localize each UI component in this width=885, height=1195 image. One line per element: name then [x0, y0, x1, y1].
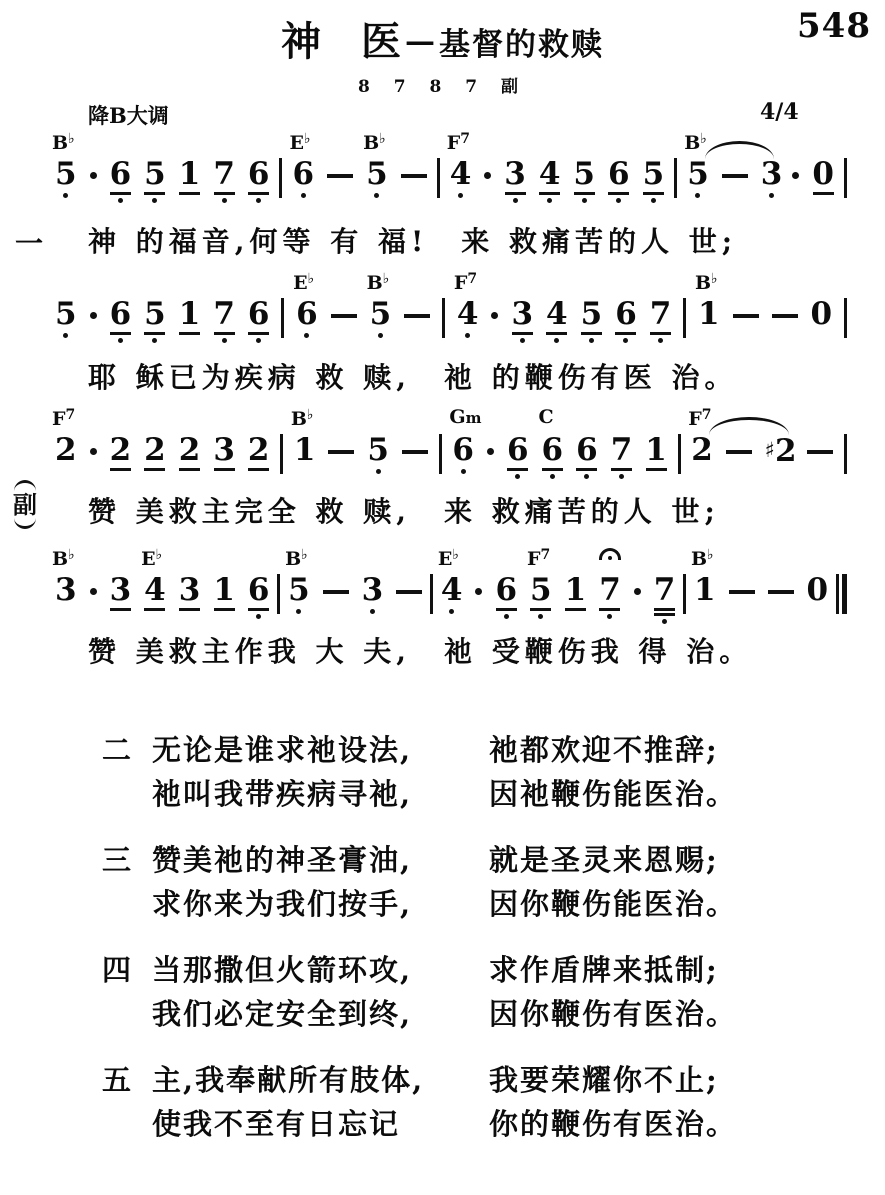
augmentation-dot: [90, 434, 97, 455]
lyric-line-3: [0, 490, 885, 536]
note-2: ♯2: [764, 433, 797, 469]
beam-underline: [512, 332, 533, 335]
barline: [844, 298, 847, 338]
note-group: [55, 298, 269, 343]
barline: [281, 298, 284, 338]
beam-underline: [144, 192, 165, 195]
note-group: [807, 434, 833, 454]
verse-line: 求作盾牌来抵制;: [489, 953, 719, 987]
note-group: [52, 131, 270, 203]
verses-section: [102, 728, 845, 1168]
dash-extension: [404, 298, 430, 318]
dash-extension: [327, 158, 353, 178]
beam-underline: [214, 468, 235, 471]
note-3: B♭ 3: [52, 547, 77, 608]
low-octave-dot: [582, 198, 587, 203]
dash-extension: [323, 574, 349, 594]
barline: [683, 298, 686, 338]
verse-line: 使我不至有日忘记: [152, 1107, 401, 1141]
note-0: 0: [810, 296, 833, 332]
note-4: 4: [539, 158, 561, 203]
low-octave-dot: [769, 193, 774, 198]
beam-underline: [507, 468, 528, 471]
augmentation-dot: [484, 158, 491, 179]
verse-line: 祂叫我带疾病寻祂,: [152, 777, 413, 811]
verse-number: 五: [102, 1063, 134, 1097]
note-6: 6: [576, 434, 598, 479]
low-octave-dot: [378, 333, 383, 338]
verse-block: [102, 838, 845, 926]
beam-underline: [505, 192, 526, 195]
note-7: 7: [213, 298, 235, 343]
chord-label: B♭: [684, 131, 707, 154]
note-3: 3: [213, 434, 235, 471]
note-3: 3: [504, 158, 526, 203]
augmentation-dot: [487, 434, 494, 455]
note-2: $F^7$ 2: [52, 407, 77, 468]
title-subtitle: 基督的救赎: [439, 27, 604, 63]
low-octave-dot: [554, 338, 559, 343]
low-octave-dot: [304, 333, 309, 338]
dash-extension: [401, 158, 427, 178]
lyric-verse-label: 一: [15, 227, 44, 260]
note-6: 6: [495, 574, 517, 619]
low-octave-dot: [256, 338, 261, 343]
note-2: 2: [110, 434, 132, 471]
lyric-line-2: [0, 356, 885, 402]
verse-line: 我要荣耀你不止;: [489, 1063, 719, 1097]
chord-label: B♭: [694, 271, 718, 294]
note-5: 5: [144, 298, 166, 343]
beam-underline: [214, 608, 235, 611]
lyric-text: 耶 稣已为疾病 救 赎, 祂 的鞭伤有医 治。: [88, 361, 738, 394]
note-group: [290, 407, 428, 474]
barline: [430, 574, 433, 614]
lyric-text: 神 的福音,何等 有 福! 来 救痛苦的人 世;: [88, 225, 738, 258]
low-octave-dot: [538, 614, 543, 619]
verse-number: 二: [102, 733, 134, 767]
dash-extension: [768, 574, 794, 594]
spacer: [102, 1102, 152, 1146]
beam-underline: [608, 192, 629, 195]
beam-underline: [144, 608, 165, 611]
beam-underline: [813, 192, 834, 195]
beam-underline: [581, 332, 602, 335]
note-6: E♭ 6: [293, 158, 315, 198]
low-octave-dot: [301, 193, 306, 198]
note-2: 2: [248, 434, 270, 471]
barline: [279, 158, 282, 198]
chord-label: B♭: [690, 547, 714, 570]
chord-label: B♭: [290, 407, 314, 430]
note-1: B♭ 1: [694, 271, 720, 332]
low-octave-dot: [296, 609, 301, 614]
note-group-slur: [688, 407, 797, 469]
barline: [678, 434, 681, 474]
note-6: Gm 6: [452, 434, 474, 474]
note-7: 7: [650, 298, 672, 343]
chord-label: B♭: [52, 131, 75, 154]
low-octave-dot: [461, 469, 466, 474]
note-group: [690, 547, 829, 608]
note-5: B♭ 5: [370, 298, 392, 338]
chord-label: $F^7$: [446, 131, 470, 154]
verse-block: [102, 1058, 845, 1146]
chord-label: $F^7$: [52, 407, 76, 430]
note-6: 6: [110, 298, 132, 343]
note-1: B♭ 1: [290, 407, 316, 468]
low-octave-dot: [607, 614, 612, 619]
note-6: E♭ 6: [296, 298, 318, 338]
note-group-slur: [684, 131, 783, 198]
note-group: [293, 271, 430, 338]
augmentation-dot: [90, 574, 97, 595]
note-group: [285, 547, 422, 614]
beam-underline: [110, 468, 131, 471]
note-1: 1: [179, 158, 201, 195]
low-octave-dot: [449, 609, 454, 614]
note-group: [437, 547, 676, 624]
note-5: B♭ 5: [366, 158, 388, 198]
beam-underline: [179, 192, 200, 195]
note-1: 1: [565, 574, 587, 611]
beam-underline: [110, 608, 131, 611]
beam-underline: [546, 332, 567, 335]
low-octave-dot: [515, 474, 520, 479]
note-3: 3: [761, 158, 783, 198]
beam-underline: [611, 468, 632, 471]
note-5: 5: [367, 434, 389, 474]
low-octave-dot: [376, 469, 381, 474]
lyric-line-4: [0, 630, 885, 676]
note-7: 7: [213, 158, 235, 203]
note-5: 5: [144, 158, 166, 203]
lyric-text: 赞 美救主作我 大 夫, 祂 受鞭伤我 得 治。: [88, 635, 753, 668]
beam-underline: [179, 468, 200, 471]
time-signature: 4/4: [760, 99, 799, 125]
note-4: $F^7$ 4: [457, 298, 479, 338]
low-octave-dot: [374, 193, 379, 198]
lyric-line-1: [0, 220, 885, 266]
barline: [844, 434, 847, 474]
music-line-1: [52, 131, 847, 203]
verse-number: 四: [102, 953, 134, 987]
beam-underline: [539, 192, 560, 195]
note-0: 0: [806, 572, 829, 608]
note-group: [694, 271, 833, 332]
lyric-verse-label: 副: [13, 480, 37, 529]
beam-underline: [214, 332, 235, 335]
note-6: 6: [615, 298, 637, 343]
note-6: 6: [608, 158, 630, 203]
low-octave-dot: [152, 338, 157, 343]
low-octave-dot: [616, 198, 621, 203]
meter-label: 8 7 8 7 副: [358, 77, 527, 97]
chord-label: Gm: [449, 406, 482, 428]
note-group: [289, 131, 427, 198]
music-line-2: [55, 272, 847, 343]
key-signature: 降B大调: [88, 103, 169, 128]
note-2: $F^7$ 2: [688, 407, 713, 468]
beam-underline: [643, 192, 664, 195]
low-octave-dot: [550, 474, 555, 479]
chord-label: C: [538, 406, 554, 428]
note-6: 6: [248, 298, 270, 343]
low-octave-dot: [222, 338, 227, 343]
note-5: B♭ 5: [55, 158, 77, 198]
low-octave-dot: [222, 198, 227, 203]
note-1: 1: [213, 574, 235, 611]
spacer: [102, 882, 152, 926]
note-5: 5: [55, 298, 77, 338]
barline: [683, 574, 686, 614]
verse-line: 无论是谁求祂设法,: [152, 733, 413, 767]
beam-underline: [144, 332, 165, 335]
verse-block: [102, 948, 845, 1036]
note-2: 2: [179, 434, 201, 471]
spacer: [102, 772, 152, 816]
augmentation-dot: [792, 158, 799, 179]
beam-underline: [248, 608, 269, 611]
beam-underline: [542, 468, 563, 471]
beam-underline: [496, 608, 517, 611]
note-3: 3: [362, 574, 384, 614]
low-octave-dot: [520, 338, 525, 343]
barline: [437, 158, 440, 198]
hymn-number: 548: [797, 6, 871, 46]
low-octave-dot: [662, 619, 667, 624]
note-5: $F^7$ 5: [530, 574, 552, 619]
verse-line: 因你鞭伤有医治。: [489, 997, 738, 1031]
note-3: 3: [511, 298, 533, 343]
verse-line: 因你鞭伤能医治。: [489, 887, 738, 921]
augmentation-dot: [90, 158, 97, 179]
beam-underline: [530, 608, 551, 611]
note-0: 0: [812, 158, 834, 195]
dash-extension: [331, 298, 357, 318]
low-octave-dot: [651, 198, 656, 203]
note-1: 1: [645, 434, 667, 471]
beam-underline: [248, 468, 269, 471]
chord-label: E♭: [293, 271, 315, 294]
low-octave-dot: [695, 193, 700, 198]
low-octave-dot: [465, 333, 470, 338]
chord-label: E♭: [141, 547, 163, 570]
dash-extension: [402, 434, 428, 454]
dash-extension: [729, 574, 755, 594]
note-4: $F^7$ 4: [450, 158, 472, 198]
music-line-3: [52, 406, 847, 479]
note-1: 1: [179, 298, 201, 335]
dash-extension: [726, 434, 752, 454]
note-4: E♭ 4: [144, 574, 166, 611]
low-octave-dot: [63, 333, 68, 338]
beam-underline: [565, 608, 586, 611]
note-group: [792, 158, 834, 195]
low-octave-dot: [504, 614, 509, 619]
beam-underline: [574, 192, 595, 195]
verse-block: [102, 728, 845, 816]
beam-underline: [599, 608, 620, 611]
verse-line: 因祂鞭伤能医治。: [489, 777, 738, 811]
low-octave-dot: [589, 338, 594, 343]
chord-label: B♭: [52, 547, 75, 570]
bracket-bottom-icon: [14, 518, 36, 529]
beam-underline: [179, 608, 200, 611]
fermata-icon: [599, 548, 621, 560]
verse-line: 求你来为我们按手,: [152, 887, 413, 921]
barline: [439, 434, 442, 474]
dash-extension: [807, 434, 833, 454]
note-4: E♭ 4: [441, 574, 463, 614]
barline: [277, 574, 280, 614]
lyric-text: 赞 美救主完全 救 赎, 来 救痛苦的人 世;: [88, 495, 720, 528]
beam-underline: [646, 468, 667, 471]
beam-underline: [110, 192, 131, 195]
note-1: B♭ 1: [690, 547, 716, 608]
low-octave-dot: [458, 193, 463, 198]
note-group: [52, 547, 270, 619]
verse-line: 赞美祂的神圣膏油,: [152, 843, 413, 877]
low-octave-dot: [547, 198, 552, 203]
beam-underline: [110, 332, 131, 335]
note-6: C 6: [542, 434, 564, 479]
verse-line: 祂都欢迎不推辞;: [489, 733, 719, 767]
low-octave-dot: [256, 614, 261, 619]
low-octave-dot: [584, 474, 589, 479]
chord-label: E♭: [289, 131, 311, 154]
note-6: 6: [110, 158, 132, 203]
low-octave-dot: [513, 198, 518, 203]
note-6: 6: [248, 574, 270, 619]
augmentation-dot: [634, 574, 641, 595]
beam-underline: [576, 468, 597, 471]
low-octave-dot: [623, 338, 628, 343]
augmentation-dot: [90, 298, 97, 319]
beam-underline: [144, 468, 165, 471]
dash-extension: [733, 298, 759, 318]
note-5: B♭ 5: [687, 158, 709, 198]
final-double-barline: [836, 574, 847, 614]
note-group: [449, 406, 667, 479]
chord-label: $F^7$: [688, 407, 712, 430]
chord-label: B♭: [363, 131, 386, 154]
verse-line: 就是圣灵来恩赐;: [489, 843, 719, 877]
title-main: 神 医: [281, 18, 401, 65]
augmentation-dot: [491, 298, 498, 319]
note-5: 5: [643, 158, 665, 203]
verse-line: 你的鞭伤有医治。: [489, 1107, 738, 1141]
note-4: 4: [546, 298, 568, 343]
beam-underline: [650, 332, 671, 335]
sharp-accidental: ♯: [764, 437, 775, 462]
low-octave-dot: [658, 338, 663, 343]
note-7: 7: [599, 574, 621, 619]
barline: [674, 158, 677, 198]
note-7: 7: [654, 574, 676, 624]
note-7: 7: [611, 434, 633, 479]
barline: [442, 298, 445, 338]
verse-line: 主,我奉献所有肢体,: [152, 1063, 425, 1097]
verse-line: 我们必定安全到终,: [152, 997, 413, 1031]
note-group: [52, 407, 270, 471]
note-group: [453, 271, 672, 343]
hymn-title: [0, 10, 885, 67]
dash-extension: [396, 574, 422, 594]
note-5: B♭ 5: [288, 574, 310, 614]
beam-underline: [248, 192, 269, 195]
beam-underline: [248, 332, 269, 335]
chord-label: B♭: [285, 547, 308, 570]
low-octave-dot: [256, 198, 261, 203]
beam-underline: [615, 332, 636, 335]
beam-underline: [214, 192, 235, 195]
note-3: 3: [110, 574, 132, 611]
barline: [844, 158, 847, 198]
verse-line: 当那撒但火箭环攻,: [152, 953, 413, 987]
low-octave-dot: [118, 338, 123, 343]
note-6: 6: [248, 158, 270, 203]
verse-number: 三: [102, 843, 134, 877]
barline: [280, 434, 283, 474]
beam-underline: [179, 332, 200, 335]
note-5: 5: [573, 158, 595, 203]
dash-extension: [772, 298, 798, 318]
dash-extension: [328, 434, 354, 454]
low-octave-dot: [118, 198, 123, 203]
chord-label: B♭: [366, 271, 390, 294]
beam-underline: [654, 608, 675, 611]
note-5: 5: [581, 298, 603, 343]
note-6: 6: [507, 434, 529, 479]
music-line-4: [52, 547, 847, 624]
augmentation-dot: [475, 574, 482, 595]
title-dash: —: [405, 24, 435, 59]
low-octave-dot: [619, 474, 624, 479]
chord-label: E♭: [437, 547, 459, 570]
note-3: 3: [179, 574, 201, 611]
low-octave-dot: [370, 609, 375, 614]
spacer: [102, 992, 152, 1036]
chord-label: $F^7$: [527, 547, 551, 570]
chord-label: $F^7$: [453, 271, 478, 294]
dash-extension: [722, 158, 748, 178]
note-group: [446, 131, 665, 203]
low-octave-dot: [63, 193, 68, 198]
low-octave-dot: [152, 198, 157, 203]
note-2: 2: [144, 434, 166, 471]
beam-underline: [654, 613, 675, 616]
